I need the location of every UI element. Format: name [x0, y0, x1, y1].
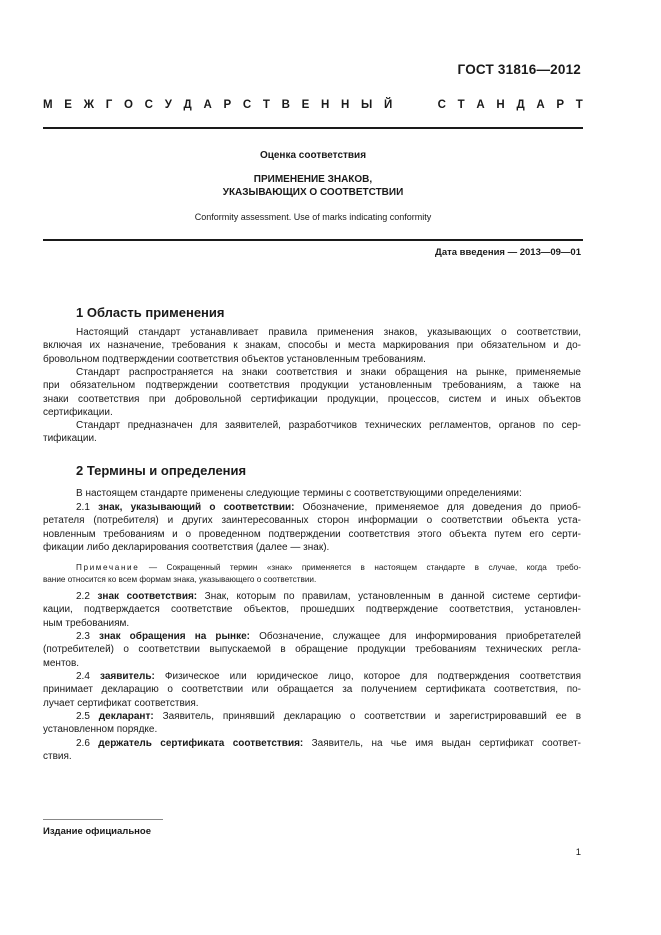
term-name: держатель сертификата соответствия:	[98, 738, 304, 749]
text-line: (потребителей) о соответствии выпускаемой в обращение продукции требованиям технических регла-	[43, 644, 581, 656]
term-name: знак, указывающий о соответствии:	[98, 502, 295, 513]
text-line: ретателя (потребителя) и других заинтересованных сторон информации о соответствии объекта уста-	[43, 515, 581, 527]
text-line: вание относится ко всем формам знака, указывающего о соответствии.	[43, 574, 317, 584]
banner-letter: С	[242, 99, 252, 111]
text-line: сертификации.	[43, 406, 113, 418]
banner-letter: Ы	[361, 99, 373, 111]
term-2-6	[43, 737, 581, 764]
section-2-heading: 2 Термины и определения	[76, 463, 247, 478]
banner-letter: Й	[383, 99, 393, 111]
banner-letter: Е	[64, 99, 72, 111]
subject-heading: Оценка соответствия	[259, 150, 367, 161]
section-1-paragraph-2	[43, 366, 581, 419]
banner-letter: Н	[341, 99, 350, 111]
banner-letter: Ж	[83, 99, 95, 111]
banner-letter: А	[203, 99, 212, 111]
term-number: 2.3	[76, 631, 90, 642]
official-edition-label: Издание официальное	[43, 826, 151, 837]
term-2-2	[43, 590, 581, 630]
text-line: Настоящий стандарт устанавливает правила применения знаков, указывающих о соответствии,	[76, 327, 581, 338]
text-line: при обязательном подтверждении соответствия продукции установленным требованиям, а также на	[43, 380, 581, 392]
banner-letter: А	[536, 99, 545, 111]
banner-letter: В	[281, 99, 290, 111]
section-2-intro	[43, 487, 581, 500]
term-2-1	[43, 501, 581, 554]
text-line: новленным требованиям и о проведенном подтверждении соответствия этого объекта путем его серти-	[43, 528, 581, 540]
text-line: фикации либо декларирования соответствия (далее — знак).	[43, 541, 330, 553]
text-line: бровольном подтверждении соответствия объектов установленным требованиям.	[43, 353, 426, 365]
term-definition-start: Обозначение, применяемое для доведения до приоб-	[294, 502, 582, 513]
footer-rule	[43, 819, 163, 820]
text-line: установленном порядке.	[43, 724, 158, 736]
text-line: ствия.	[43, 751, 72, 763]
text-line: В настоящем стандарте применены следующие термины с соответствующими определениями:	[76, 488, 522, 499]
banner-letter: Т	[262, 99, 270, 111]
term-definition-start: Заявитель, принявший декларацию о соответствии и зарегистрировавший ее в	[153, 711, 582, 722]
standard-code: ГОСТ 31816—2012	[457, 62, 581, 77]
term-number: 2.2	[76, 591, 90, 602]
term-definition-start: Знак, которым по правилам, установленным в данной системе сертифи-	[197, 591, 581, 602]
banner-letter: Р	[223, 99, 232, 111]
term-number: 2.1	[76, 502, 90, 513]
text-line: тификации.	[43, 433, 97, 445]
term-2-4	[43, 670, 581, 710]
term-name: заявитель:	[99, 671, 155, 682]
banner-letter: С	[144, 99, 153, 111]
header-rule	[43, 127, 583, 129]
banner-letter: Д	[183, 99, 192, 111]
term-number: 2.6	[76, 738, 90, 749]
term-definition-start: Обозначение, служащее для информирования приобретателей	[250, 631, 582, 642]
note-label: Примечание	[76, 563, 140, 572]
term-2-3	[43, 630, 581, 670]
banner-letter: У	[164, 99, 172, 111]
term-2-5	[43, 710, 581, 737]
text-line: включая их назначение, требования к знакам, способы и места маркирования при обязательном и до-	[43, 340, 581, 352]
banner-letter: Н	[496, 99, 505, 111]
text-line: кации, подтверждается соответствие объектов, прошедших подтверждение соответствия, установлен-	[43, 604, 581, 616]
term-name: знак обращения на рынке:	[99, 631, 250, 642]
banner-letter: Е	[301, 99, 310, 111]
interstate-standard-banner	[43, 99, 583, 111]
banner-letter: Т	[575, 99, 583, 111]
section-1-paragraph-1	[43, 326, 581, 366]
text-line: ментов.	[43, 657, 80, 669]
banner-letter: Р	[556, 99, 565, 111]
introduction-date: Дата введения — 2013—09—01	[435, 247, 581, 258]
term-number: 2.5	[76, 711, 90, 722]
text-line: Стандарт предназначен для заявителей, разработчиков технических регламентов, органов по сер-	[76, 420, 581, 431]
banner-letter: М	[43, 99, 53, 111]
banner-letter: Н	[320, 99, 330, 111]
term-definition-start: Заявитель, на чье имя выдан сертификат соответ-	[303, 738, 581, 749]
banner-letter: Т	[457, 99, 465, 111]
text-line: знаки соответствия при добровольной сертификации продукции, процессов, систем и иных объектов	[43, 393, 581, 405]
banner-letter: С	[437, 99, 446, 111]
note-text-start: — Сокращенный термин «знак» применяется в настоящем стандарте в случае, когда требо-	[139, 563, 581, 572]
term-number: 2.4	[76, 671, 90, 682]
document-title	[43, 173, 583, 199]
banner-letter: А	[476, 99, 485, 111]
text-line: лучает сертификат соответствия.	[43, 697, 199, 709]
section-1-paragraph-3	[43, 419, 581, 446]
banner-letter: Д	[516, 99, 525, 111]
text-line: принимает декларацию о соответствии или обращается за получением сертификата соответствия, по-	[43, 684, 581, 696]
term-definition-start: Физическое или юридическое лицо, которое для подтверждения соответствия	[154, 671, 582, 682]
english-title: Conformity assessment. Use of marks indicating conformity	[194, 212, 432, 222]
title-line-2: УКАЗЫВАЮЩИХ О СООТВЕТСТВИИ	[222, 187, 404, 198]
title-rule	[43, 239, 583, 241]
note-2-1	[43, 562, 581, 585]
term-name: знак соответствия:	[97, 591, 198, 602]
text-line: Стандарт распространяется на знаки соответствия и знаки обращения на рынке, применяемые	[76, 367, 581, 378]
banner-word-gap	[404, 99, 426, 111]
title-line-1: ПРИМЕНЕНИЕ ЗНАКОВ,	[253, 174, 373, 185]
section-1-heading: 1 Область применения	[76, 305, 225, 320]
banner-letter: О	[124, 99, 133, 111]
banner-letter: Г	[105, 99, 113, 111]
term-name: декларант:	[98, 711, 154, 722]
text-line: ным требованиям.	[43, 617, 130, 629]
page-number: 1	[575, 847, 581, 858]
